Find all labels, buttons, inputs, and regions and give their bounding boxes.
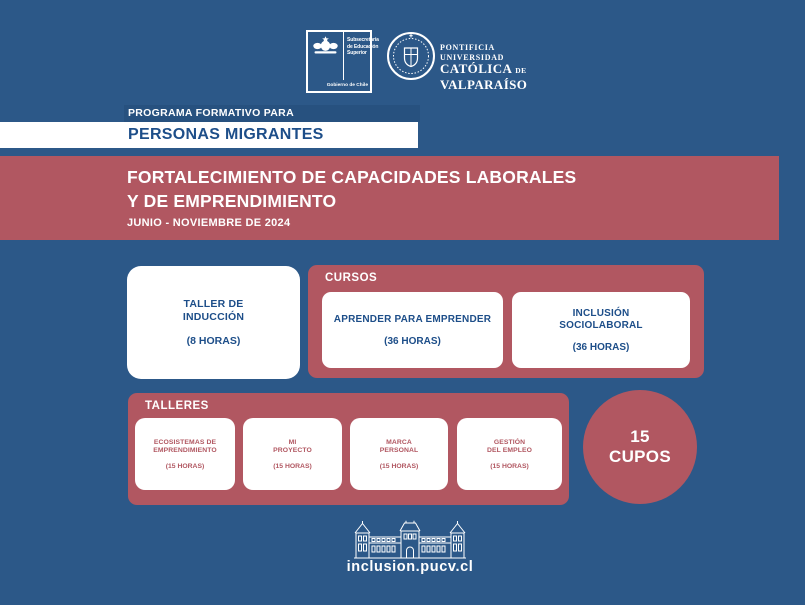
taller-card-marca-personal xyxy=(350,418,448,490)
pucv-seal-icon xyxy=(386,31,436,81)
curso-hours: (36 HORAS) xyxy=(384,335,441,347)
cupos-badge xyxy=(583,390,697,504)
gov-logo-name: Subsecretaría de Educación Superior xyxy=(347,37,379,56)
induction-title: TALLER DE INDUCCIÓN xyxy=(182,298,245,323)
pucv-line-pontificia: PONTIFICIA xyxy=(440,43,496,52)
pucv-line-catolica xyxy=(440,62,527,78)
kicker-bar xyxy=(124,105,420,122)
talleres-label: TALLERES xyxy=(145,400,209,412)
pucv-wordmark xyxy=(440,43,527,91)
gov-logo xyxy=(306,30,379,93)
kicker-text: PROGRAMA FORMATIVO PARA xyxy=(128,107,294,119)
taller-title: ECOSISTEMAS DE EMPRENDIMIENTO xyxy=(153,438,217,454)
title-line2: Y DE EMPRENDIMIENTO xyxy=(127,191,337,211)
cursos-panel xyxy=(308,265,704,378)
gov-logo-divider xyxy=(343,32,344,80)
taller-hours: (15 HORAS) xyxy=(165,462,205,470)
talleres-panel xyxy=(128,393,569,505)
pucv-building-icon xyxy=(352,520,468,560)
pucv-line-valparaiso: VALPARAÍSO xyxy=(440,76,528,92)
cupos-number: 15 xyxy=(630,427,650,446)
chile-coat-of-arms-icon xyxy=(310,35,341,55)
taller-card-ecosistemas xyxy=(135,418,235,490)
cupos-label: CUPOS xyxy=(609,447,671,466)
dates-text: JUNIO - NOVIEMBRE DE 2024 xyxy=(127,217,291,229)
title-banner xyxy=(0,156,779,240)
taller-title: GESTIÓN DEL EMPLEO xyxy=(486,438,533,454)
taller-hours: (15 HORAS) xyxy=(490,462,529,470)
pucv-line-universidad: UNIVERSIDAD xyxy=(440,52,505,62)
cursos-label: CURSOS xyxy=(325,272,378,284)
audience-bar xyxy=(0,122,418,148)
title-line1: FORTALECIMIENTO DE CAPACIDADES LABORALES xyxy=(127,167,577,187)
taller-card-mi-proyecto xyxy=(243,418,342,490)
curso-title: INCLUSIÓN SOCIOLABORAL xyxy=(559,307,643,331)
taller-hours: (15 HORAS) xyxy=(273,462,312,470)
pucv-de-text: DE xyxy=(515,66,527,75)
curso-card-inclusion xyxy=(512,292,690,368)
taller-hours: (15 HORAS) xyxy=(379,462,419,470)
taller-title: MARCA PERSONAL xyxy=(379,438,419,454)
pucv-catolica-text: CATÓLICA xyxy=(440,61,512,76)
curso-card-aprender xyxy=(322,292,503,368)
induction-hours: (8 HORAS) xyxy=(186,335,241,347)
induction-card xyxy=(127,266,300,379)
gov-logo-footer: Gobierno de Chile xyxy=(326,83,368,88)
taller-title: MI PROYECTO xyxy=(273,438,312,454)
taller-card-gestion-empleo xyxy=(457,418,562,490)
footer-url: inclusion.pucv.cl xyxy=(346,559,474,575)
curso-title: APRENDER PARA EMPRENDER xyxy=(333,313,492,325)
curso-hours: (36 HORAS) xyxy=(572,341,630,353)
audience-text: PERSONAS MIGRANTES xyxy=(128,126,324,143)
